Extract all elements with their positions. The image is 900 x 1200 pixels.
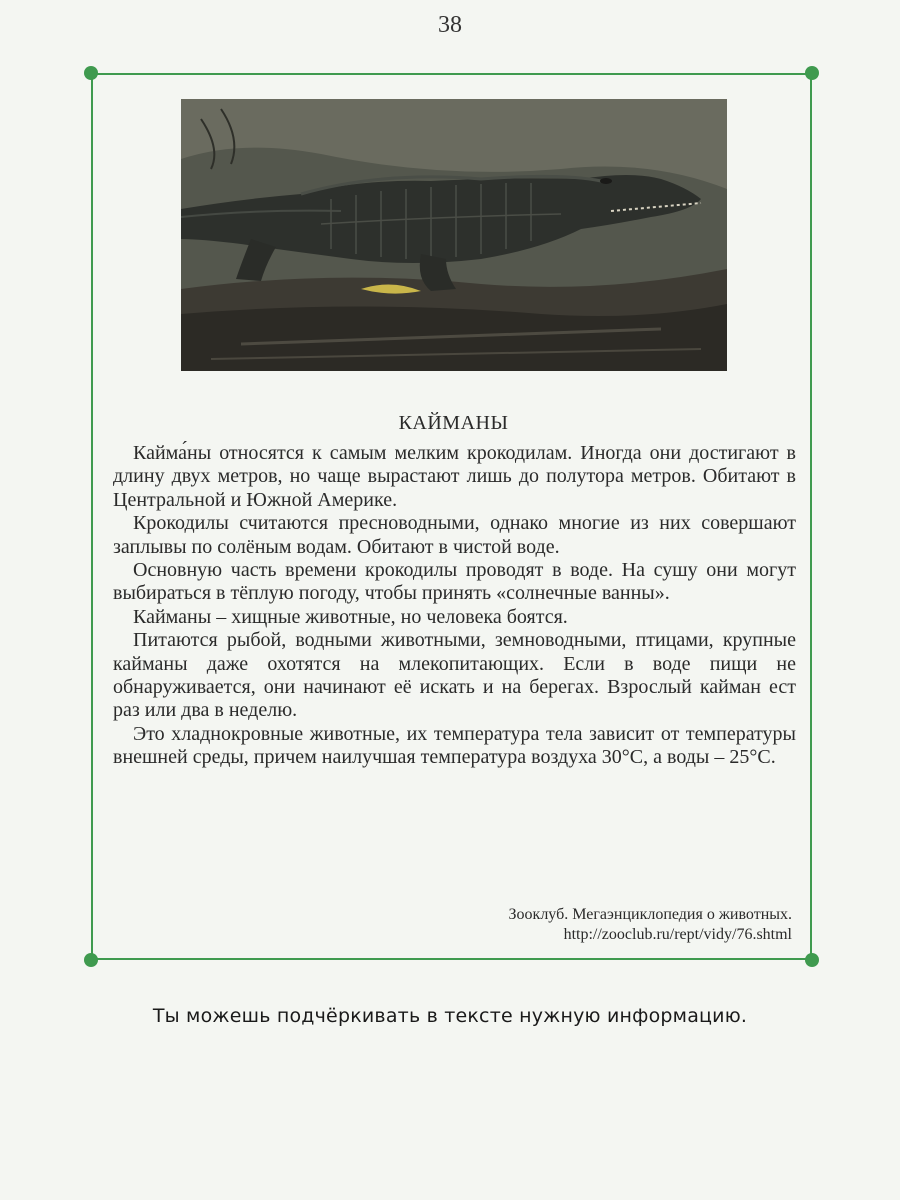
source-title: Зооклуб. Мегаэнциклопедия о животных.	[508, 906, 792, 923]
paragraph: Кайманы – хищные животные, но человека боятся.	[133, 605, 568, 628]
corner-dot-top-right	[805, 66, 819, 80]
caiman-photo	[181, 99, 727, 371]
paragraph: Основную часть времени крокодилы проводят в воде. На сушу они могут выбираться в тёплую погоду, чтобы принять «солнечные ванны».	[113, 559, 796, 605]
source-url: http://zooclub.ru/rept/vidy/76.shtml	[563, 926, 792, 943]
paragraph: Кайма́ны относятся к самым мелким крокодилам. Иногда они достигают в длину двух метров, но чаще вырастают лишь до полутора метров. Обитают в Центральной и Южной Америке.	[113, 442, 796, 511]
page-number: 38	[438, 12, 462, 38]
article-title: КАЙМАНЫ	[398, 412, 509, 434]
source-citation	[192, 905, 792, 945]
corner-dot-bottom-left	[84, 953, 98, 967]
corner-dot-bottom-right	[805, 953, 819, 967]
corner-dot-top-left	[84, 66, 98, 80]
paragraph: Питаются рыбой, водными животными, земноводными, птицами, крупные кайманы даже охотятся на млекопитающих. Если в воде пищи не обнаруживается, они начинают её искать и на берегах. Взрослый кайман ест раз или два в неделю.	[113, 629, 796, 722]
article-frame	[91, 73, 812, 960]
paragraph: Крокодилы считаются пресноводными, однако многие из них совершают заплывы по солёным водам. Обитают в чистой воде.	[113, 512, 796, 558]
article-body	[113, 442, 796, 770]
paragraph: Это хладнокровные животные, их температура тела зависит от температуры внешней среды, причем наилучшая температура воздуха 30°С, а воды – 25°С.	[113, 722, 796, 769]
instruction-hint: Ты можешь подчёркивать в тексте нужную информацию.	[152, 1005, 748, 1027]
